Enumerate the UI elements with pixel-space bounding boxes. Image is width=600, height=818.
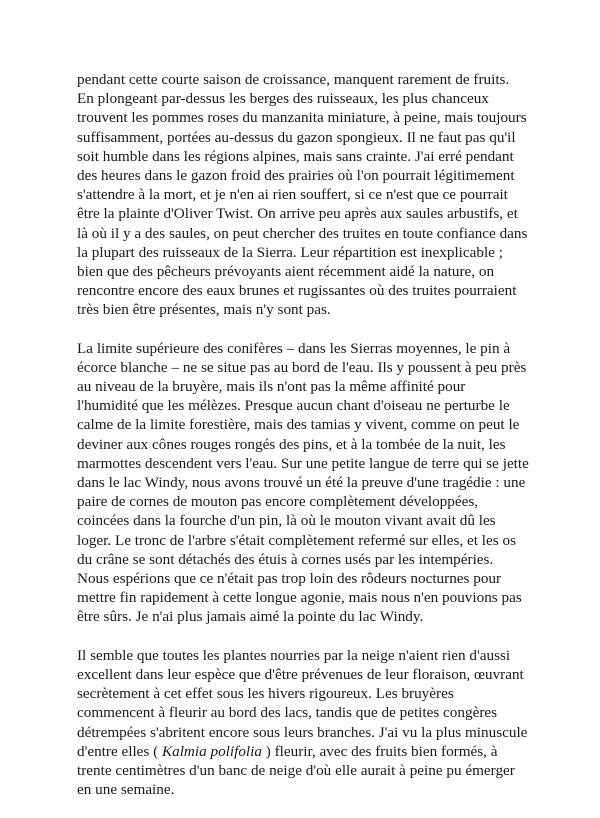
- document-page: [77, 70, 529, 818]
- paragraph-3-text-before: Il semble que toutes les plantes nourries par la neige n'aient rien d'aussi excellent dans leur espèce que d'être prévenues de leur floraison, œuvrant secrètement à cet effet sous les hivers rigoureux. Les bruyères commencent à fleurir au bord des lacs, tandis que de petites congères détrempées s'abritent encore sous leurs branches. J'ai vu la plus minuscule d'entre elles (: [77, 646, 528, 760]
- paragraph-2: La limite supérieure des conifères – dans les Sierras moyennes, le pin à écorce blanche – ne se situe pas au bord de l'eau. Ils y poussent à peu près au niveau de la bruyère, mais ils n'ont pas la même affinité pour l'humidité que les mélèzes. Presque aucun chant d'oiseau ne perturbe le calme de la limite forestière, mais des tamias y vivent, comme on peut le deviner aux cônes rouges rongés des pins, et à la tombée de la nuit, les marmottes descendent vers l'eau. Sur une petite langue de terre qui se jette dans le lac Windy, nous avons trouvé un été la preuve d'une tragédie : une paire de cornes de mouton pas encore complètement développées, coincées dans la fourche d'un pin, là où le mouton vivant avait dû les loger. Le tronc de l'arbre s'était complètement refermé sur elles, et les os du crâne se sont détachés des étuis à cornes usés par les intempéries. Nous espérions que ce n'était pas trop loin des rôdeurs nocturnes pour mettre fin rapidement à cette longue agonie, mais nous n'en pouvions pas être sûrs. Je n'ai plus jamais aimé la pointe du lac Windy.: [77, 339, 529, 626]
- paragraph-1: pendant cette courte saison de croissance, manquent rarement de fruits. En plongeant par-dessus les berges des ruisseaux, les plus chanceux trouvent les pommes roses du manzanita miniature, à peine, mais toujours suffisamment, portées au-dessus du gazon spongieux. Il ne faut pas qu'il soit humble dans les régions alpines, mais sans crainte. J'ai erré pendant des heures dans le gazon froid des prairies où l'on pourrait légitimement s'attendre à la mort, et je n'en ai rien souffert, si ce n'est que ce pourrait être la plainte d'Oliver Twist. On arrive peu après aux saules arbustifs, et là où il y a des saules, on peut chercher des truites en toute confiance dans la plupart des ruisseaux de la Sierra. Leur répartition est inexplicable ; bien que des pêcheurs prévoyants aient récemment aidé la nature, on rencontre encore des eaux brunes et rugissantes où des truites pourraient très bien être présentes, mais n'y sont pas.: [77, 71, 528, 319]
- paragraph-3: [77, 646, 529, 800]
- paragraph-3-text-after: ) fleurir, avec des fruits bien formés, à trente centimètres d'un banc de neige d'où elle aurait à peine pu émerger en une semaine.: [77, 742, 515, 799]
- species-name-italic: Kalmia polifolia: [161, 742, 262, 760]
